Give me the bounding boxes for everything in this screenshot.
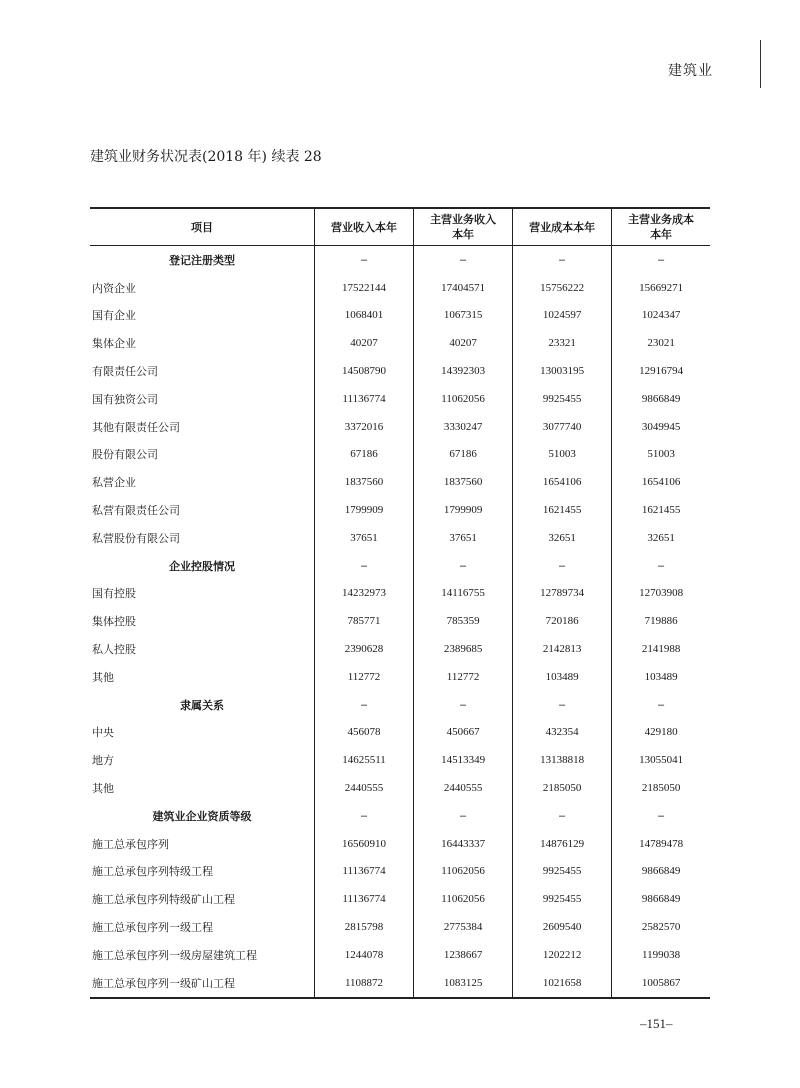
row-label: 国有独资公司 [92,392,158,406]
table-row [90,941,710,969]
cell-value: – [513,802,612,830]
row-label: 施工总承包序列一级房屋建筑工程 [92,948,257,962]
row-label: 集体企业 [92,337,136,351]
cell-value: 14789478 [612,830,710,858]
row-label: 中央 [92,726,114,740]
row-label: 其他 [92,782,114,796]
column-header-main-business-cost: 主营业务成本 本年 [612,208,710,246]
cell-value: 103489 [612,663,710,691]
table-row [90,329,710,357]
table-row [90,607,710,635]
cell-value: 429180 [612,719,710,747]
row-label: 施工总承包序列特级矿山工程 [92,893,235,907]
row-label: 内资企业 [92,281,136,295]
cell-value: 51003 [612,441,710,469]
column-header-main-business-revenue: 主营业务收入 本年 [414,208,513,246]
cell-value: 1083125 [414,969,513,998]
table-row [90,746,710,774]
table-group-row [90,552,710,580]
table-row [90,496,710,524]
cell-value: 2185050 [612,774,710,802]
cell-value: 37651 [414,524,513,552]
cell-value: 1202212 [513,941,612,969]
cell-value: – [612,691,710,719]
cell-value: 2440555 [414,774,513,802]
cell-value: 15669271 [612,274,710,302]
cell-value: 23021 [612,329,710,357]
table-group-row [90,691,710,719]
cell-value: 32651 [612,524,710,552]
cell-value: 13138818 [513,746,612,774]
cell-value: 11062056 [414,885,513,913]
cell-value: 40207 [315,329,414,357]
cell-value: 3077740 [513,413,612,441]
cell-value: – [612,246,710,274]
cell-value: 1837560 [414,468,513,496]
cell-value: 1108872 [315,969,414,998]
table-title: 建筑业财务状况表(2018 年) 续表 28 [90,149,322,165]
cell-value: 9866849 [612,885,710,913]
row-label: 有限责任公司 [92,365,158,379]
cell-value: 1654106 [612,468,710,496]
cell-value: 11136774 [315,858,414,886]
cell-value: 40207 [414,329,513,357]
cell-value: 14513349 [414,746,513,774]
row-label: 施工总承包序列 [92,837,169,851]
group-label: 登记注册类型 [169,253,235,267]
cell-value: – [513,552,612,580]
cell-value: 1799909 [315,496,414,524]
row-label: 施工总承包序列一级矿山工程 [90,969,315,998]
cell-value: 17404571 [414,274,513,302]
cell-value: – [612,552,710,580]
table-row [90,468,710,496]
cell-value: 1068401 [315,302,414,330]
cell-value: 2582570 [612,913,710,941]
cell-value: 3372016 [315,413,414,441]
column-header-operating-revenue: 营业收入本年 [315,208,414,246]
cell-value: 1799909 [414,496,513,524]
row-label: 其他 [92,670,114,684]
cell-value: 2775384 [414,913,513,941]
cell-value: 3049945 [612,413,710,441]
row-label: 其他有限责任公司 [92,420,180,434]
running-header: 建筑业 [668,63,713,79]
cell-value: 67186 [315,441,414,469]
cell-value: 1621455 [513,496,612,524]
cell-value: 14392303 [414,357,513,385]
row-label: 集体控股 [92,615,136,629]
cell-value: 2389685 [414,635,513,663]
cell-value: 112772 [414,663,513,691]
cell-value: 16560910 [315,830,414,858]
cell-value: 1005867 [612,969,710,998]
table-row [90,580,710,608]
cell-value: – [612,802,710,830]
cell-value: – [414,552,513,580]
cell-value: 103489 [513,663,612,691]
cell-value: 2609540 [513,913,612,941]
cell-value: 15756222 [513,274,612,302]
table-row [90,524,710,552]
cell-value: 12703908 [612,580,710,608]
cell-value: 12916794 [612,357,710,385]
cell-value: – [315,691,414,719]
cell-value: 9925455 [513,885,612,913]
cell-value: 23321 [513,329,612,357]
table-group-row [90,246,710,274]
cell-value: 1021658 [513,969,612,998]
cell-value: 11062056 [414,385,513,413]
cell-value: 13003195 [513,357,612,385]
table-row [90,441,710,469]
cell-value: 17522144 [315,274,414,302]
table-header-row [90,208,710,246]
row-label: 私营股份有限公司 [92,531,180,545]
page-number: –151– [640,1016,673,1031]
row-label: 私人控股 [92,643,136,657]
table-row [90,885,710,913]
cell-value: 16443337 [414,830,513,858]
cell-value: 9925455 [513,385,612,413]
table-row [90,385,710,413]
cell-value: 32651 [513,524,612,552]
table-row [90,830,710,858]
table-body [90,246,710,998]
row-label: 国有企业 [92,309,136,323]
cell-value: 14508790 [315,357,414,385]
financial-table [90,207,710,999]
table-row [90,663,710,691]
cell-value: 785359 [414,607,513,635]
cell-value: 2185050 [513,774,612,802]
cell-value: 2141988 [612,635,710,663]
cell-value: 1238667 [414,941,513,969]
cell-value: 11136774 [315,385,414,413]
cell-value: 432354 [513,719,612,747]
cell-value: 1024597 [513,302,612,330]
cell-value: 1837560 [315,468,414,496]
group-label: 建筑业企业资质等级 [152,809,252,823]
cell-value: 12789734 [513,580,612,608]
cell-value: – [414,246,513,274]
cell-value: – [414,802,513,830]
row-label: 私营企业 [92,476,136,490]
table-row [90,969,710,998]
row-label: 国有控股 [92,587,136,601]
table-row [90,413,710,441]
table-row [90,913,710,941]
header-divider [760,40,761,88]
group-label: 企业控股情况 [169,559,235,573]
cell-value: 1244078 [315,941,414,969]
cell-value: – [513,246,612,274]
row-label: 地方 [92,754,114,768]
table-row [90,858,710,886]
row-label: 私营有限责任公司 [92,504,180,518]
cell-value: 13055041 [612,746,710,774]
cell-value: 11062056 [414,858,513,886]
cell-value: 2815798 [315,913,414,941]
cell-value: 14232973 [315,580,414,608]
cell-value: – [315,552,414,580]
cell-value: 51003 [513,441,612,469]
cell-value: 1067315 [414,302,513,330]
cell-value: – [315,246,414,274]
cell-value: 1654106 [513,468,612,496]
cell-value: 2390628 [315,635,414,663]
cell-value: 3330247 [414,413,513,441]
table-row [90,302,710,330]
cell-value: 785771 [315,607,414,635]
cell-value: – [315,802,414,830]
column-header-operating-cost: 营业成本本年 [513,208,612,246]
cell-value: 1024347 [612,302,710,330]
cell-value: 719886 [612,607,710,635]
cell-value: 67186 [414,441,513,469]
cell-value: 14876129 [513,830,612,858]
column-header-item: 项目 [90,208,315,246]
row-label: 施工总承包序列一级工程 [92,921,213,935]
cell-value: 1199038 [612,941,710,969]
cell-value: 2142813 [513,635,612,663]
cell-value: 9866849 [612,858,710,886]
cell-value: 450667 [414,719,513,747]
cell-value: 1621455 [612,496,710,524]
cell-value: 37651 [315,524,414,552]
table-row [90,635,710,663]
cell-value: 456078 [315,719,414,747]
row-label: 股份有限公司 [92,448,158,462]
cell-value: 9866849 [612,385,710,413]
cell-value: 2440555 [315,774,414,802]
table-row [90,274,710,302]
row-label: 施工总承包序列特级工程 [92,865,213,879]
cell-value: 14116755 [414,580,513,608]
table-row [90,357,710,385]
cell-value: 11136774 [315,885,414,913]
group-label: 隶属关系 [180,698,224,712]
table-group-row [90,802,710,830]
cell-value: 112772 [315,663,414,691]
cell-value: – [414,691,513,719]
table-row [90,719,710,747]
cell-value: – [513,691,612,719]
table-row [90,774,710,802]
cell-value: 9925455 [513,858,612,886]
cell-value: 14625511 [315,746,414,774]
cell-value: 720186 [513,607,612,635]
